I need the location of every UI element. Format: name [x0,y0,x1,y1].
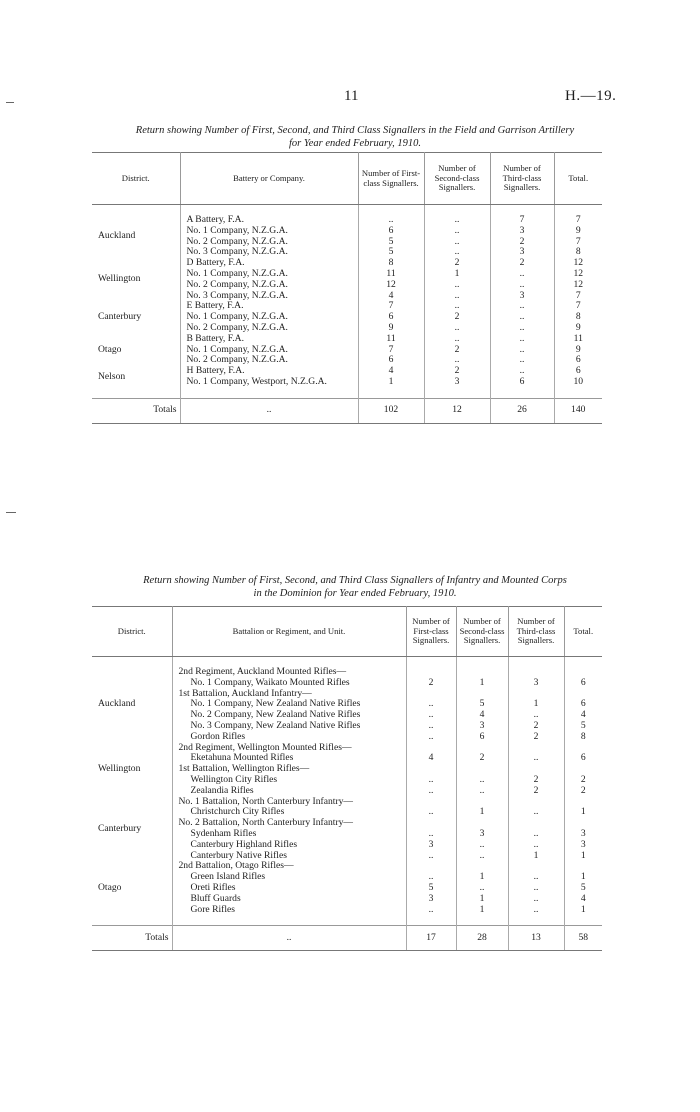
totals-unit: .. [180,398,358,423]
first-value-cell: 2 [406,678,456,689]
second-value-cell [456,797,508,808]
table-row [92,334,602,345]
second-value-cell [456,743,508,754]
second-value-cell [456,818,508,829]
third-value-cell: 1 [508,699,564,710]
spacer-cell [490,205,554,216]
third-value-cell [508,861,564,872]
second-value-cell [456,689,508,700]
second-value-cell: .. [424,301,490,312]
third-value-cell: .. [490,345,554,356]
first-value-cell: 6 [358,226,424,237]
third-value-cell: 2 [508,732,564,743]
third-value-cell: 3 [490,226,554,237]
second-value-cell: 2 [424,312,490,323]
second-value-cell: 6 [456,732,508,743]
unit-cell: Oreti Rifles [172,883,406,894]
first-value-cell: 5 [358,247,424,258]
col-district: District. [92,153,180,205]
unit-heading-cell: 2nd Battalion, Otago Rifles— [172,861,406,872]
totals-row [92,926,602,951]
spacer-cell [180,388,358,399]
col-battery: Battery or Company. [180,153,358,205]
total-value-cell: 3 [580,828,586,839]
third-value-cell: .. [508,883,564,894]
total-value-cell: 6 [575,366,581,377]
second-value-cell: 2 [456,753,508,764]
total-value-cell: 9 [575,225,581,236]
table1-header-row [92,153,602,205]
spacer-cell [564,657,602,668]
unit-cell: B Battery, F.A. [180,334,358,345]
third-value-cell: .. [508,829,564,840]
second-value-cell: .. [424,280,490,291]
total-value-cell: 7 [575,290,581,301]
spacer-cell [92,657,172,668]
unit-cell: H Battery, F.A. [180,366,358,377]
totals-grand-total: 58 [564,926,602,951]
unit-heading-cell: No. 2 Battalion, North Canterbury Infantry— [172,818,406,829]
third-value-cell [508,689,564,700]
table2-caption [90,574,620,600]
third-value-cell [508,743,564,754]
unit-cell: No. 3 Company, N.Z.G.A. [180,291,358,302]
first-value-cell: 1 [358,377,424,388]
first-value-cell: .. [406,786,456,797]
first-value-cell [406,818,456,829]
unit-cell: No. 1 Company, N.Z.G.A. [180,269,358,280]
col-second-class: Number of Second-class Signallers. [456,607,508,657]
spacer-cell [490,388,554,399]
second-value-cell: .. [424,247,490,258]
table-row [92,743,602,754]
third-value-cell: .. [490,301,554,312]
total-value-cell: 12 [573,279,584,290]
third-value-cell: 2 [490,237,554,248]
col-total: Total. [564,607,602,657]
unit-cell: E Battery, F.A. [180,301,358,312]
total-value-cell [564,861,602,872]
spacer-cell [358,205,424,216]
spacer-cell [456,657,508,668]
table-row [92,366,602,377]
second-value-cell: 3 [456,829,508,840]
third-value-cell: .. [508,753,564,764]
total-value-cell: 6 [580,699,586,710]
totals-third-class: 13 [508,926,564,951]
first-value-cell: .. [358,215,424,226]
unit-cell: No. 1 Company, Westport, N.Z.G.A. [180,377,358,388]
second-value-cell: .. [424,215,490,226]
second-value-cell: 3 [456,721,508,732]
second-value-cell: 1 [424,269,490,280]
document-reference: H.—19. [565,88,617,104]
third-value-cell: 2 [508,786,564,797]
first-value-cell: 3 [406,894,456,905]
third-value-cell: .. [490,323,554,334]
second-value-cell: 2 [424,366,490,377]
total-value-cell: 3 [580,839,586,850]
total-value-cell: 8 [575,247,581,258]
third-value-cell: 2 [508,775,564,786]
total-value-cell: 6 [580,677,586,688]
table-row [92,667,602,678]
first-value-cell [406,743,456,754]
second-value-cell: 2 [424,258,490,269]
col-unit: Battalion or Regiment, and Unit. [172,607,406,657]
first-value-cell: 4 [406,753,456,764]
third-value-cell: 1 [508,851,564,862]
total-value-cell: 8 [575,312,581,323]
total-value-cell: 7 [575,236,581,247]
first-value-cell: 6 [358,312,424,323]
table-row [92,215,602,226]
second-value-cell: .. [424,355,490,366]
unit-heading-cell: 1st Battalion, Wellington Rifles— [172,764,406,775]
second-value-cell: .. [456,775,508,786]
third-value-cell [508,764,564,775]
unit-cell: Gordon Rifles [172,732,406,743]
third-value-cell: .. [490,280,554,291]
first-value-cell [406,861,456,872]
first-value-cell: 5 [358,237,424,248]
scan-mark [6,512,16,513]
district-cell: Nelson [92,366,180,388]
unit-cell: No. 2 Company, New Zealand Native Rifles [172,710,406,721]
totals-second-class: 28 [456,926,508,951]
total-value-cell [564,689,602,700]
spacer-cell [92,205,180,216]
table-row [92,861,602,872]
third-value-cell: 3 [490,247,554,258]
spacer-cell [456,915,508,926]
unit-cell: No. 3 Company, New Zealand Native Rifles [172,721,406,732]
first-value-cell: 6 [358,355,424,366]
first-value-cell: .. [406,710,456,721]
infantry-signallers-table [92,606,602,951]
unit-cell: Christchurch City Rifles [172,807,406,818]
spacer-cell [406,915,456,926]
first-value-cell: .. [406,775,456,786]
second-value-cell: 4 [456,710,508,721]
total-value-cell: 1 [580,807,586,818]
page-number: 11 [344,88,359,104]
unit-heading-cell: 2nd Regiment, Auckland Mounted Rifles— [172,667,406,678]
table-row [92,797,602,808]
third-value-cell [508,797,564,808]
total-value-cell: 1 [580,850,586,861]
third-value-cell [508,667,564,678]
second-value-cell: 1 [456,872,508,883]
spacer-cell [172,657,406,668]
second-value-cell: .. [424,334,490,345]
third-value-cell: 3 [508,678,564,689]
totals-first-class: 17 [406,926,456,951]
second-value-cell: .. [456,840,508,851]
spacer-cell [172,915,406,926]
table1-caption-line2: for Year ended February, 1910. [288,138,422,149]
total-value-cell: 1 [580,872,586,883]
district-cell: Auckland [92,215,180,258]
totals-second-class: 12 [424,398,490,423]
total-value-cell: 7 [575,301,581,312]
first-value-cell: 11 [358,269,424,280]
totals-label: Totals [92,926,172,951]
first-value-cell [406,797,456,808]
unit-cell: Sydenham Rifles [172,829,406,840]
total-value-cell: 10 [573,376,584,387]
total-value-cell: 7 [575,215,581,225]
totals-grand-total: 140 [554,398,602,423]
spacer-cell [424,388,490,399]
unit-cell: No. 1 Company, N.Z.G.A. [180,226,358,237]
first-value-cell: .. [406,732,456,743]
second-value-cell: .. [424,237,490,248]
unit-heading-cell: 1st Battalion, Auckland Infantry— [172,689,406,700]
total-value-cell: 8 [580,731,586,742]
second-value-cell: 1 [456,905,508,916]
unit-cell: No. 3 Company, N.Z.G.A. [180,247,358,258]
spacer-row [92,915,602,926]
total-value-cell: 11 [573,333,583,344]
first-value-cell: 7 [358,345,424,356]
second-value-cell: .. [456,883,508,894]
unit-cell: No. 2 Company, N.Z.G.A. [180,237,358,248]
unit-cell: No. 2 Company, N.Z.G.A. [180,323,358,334]
third-value-cell: .. [508,894,564,905]
first-value-cell: 8 [358,258,424,269]
unit-cell: A Battery, F.A. [180,215,358,226]
first-value-cell: .. [406,851,456,862]
table-row [92,301,602,312]
unit-cell: No. 1 Company, N.Z.G.A. [180,312,358,323]
total-value-cell: 12 [573,268,584,279]
third-value-cell: .. [508,872,564,883]
third-value-cell: .. [490,312,554,323]
third-value-cell: .. [490,366,554,377]
unit-cell: Canterbury Native Rifles [172,851,406,862]
first-value-cell: 4 [358,291,424,302]
col-third-class: Number of Third-class Signallers. [508,607,564,657]
table-row [92,258,602,269]
spacer-cell [424,205,490,216]
total-value-cell: 6 [580,753,586,764]
total-value-cell [564,797,602,808]
third-value-cell: 7 [490,215,554,226]
district-cell: Wellington [92,258,180,301]
spacer-cell [180,205,358,216]
third-value-cell: .. [508,905,564,916]
spacer-cell [406,657,456,668]
unit-cell: Green Island Rifles [172,872,406,883]
totals-third-class: 26 [490,398,554,423]
first-value-cell: 12 [358,280,424,291]
totals-first-class: 102 [358,398,424,423]
second-value-cell: .. [424,323,490,334]
first-value-cell: .. [406,807,456,818]
unit-cell: No. 2 Company, N.Z.G.A. [180,280,358,291]
third-value-cell: .. [490,355,554,366]
first-value-cell: 4 [358,366,424,377]
unit-cell: No. 1 Company, N.Z.G.A. [180,345,358,356]
total-value-cell: 9 [575,344,581,355]
unit-cell: Eketahuna Mounted Rifles [172,753,406,764]
total-value-cell: 4 [580,710,586,721]
district-cell: Auckland [92,667,172,743]
first-value-cell: .. [406,829,456,840]
scan-mark [6,102,14,103]
second-value-cell [456,764,508,775]
first-value-cell [406,764,456,775]
col-total: Total. [554,153,602,205]
totals-row [92,398,602,423]
table1-caption [90,124,620,150]
first-value-cell: .. [406,905,456,916]
third-value-cell: .. [508,840,564,851]
artillery-signallers-table [92,152,602,424]
spacer-cell [554,388,602,399]
unit-cell: No. 1 Company, Waikato Mounted Rifles [172,678,406,689]
second-value-cell: .. [424,291,490,302]
first-value-cell: .. [406,872,456,883]
unit-cell: No. 2 Company, N.Z.G.A. [180,355,358,366]
col-first-class: Number of First-class Signallers. [358,153,424,205]
spacer-cell [564,915,602,926]
first-value-cell: 7 [358,301,424,312]
totals-unit: .. [172,926,406,951]
second-value-cell [456,667,508,678]
second-value-cell: 1 [456,894,508,905]
unit-cell: D Battery, F.A. [180,258,358,269]
total-value-cell [564,743,602,754]
unit-cell: Gore Rifles [172,905,406,916]
third-value-cell: 3 [490,291,554,302]
first-value-cell [406,667,456,678]
spacer-row [92,388,602,399]
district-cell: Canterbury [92,301,180,333]
table2-caption-line2: in the Dominion for Year ended February, 1910. [253,588,457,599]
unit-cell: Canterbury Highland Rifles [172,840,406,851]
total-value-cell: 2 [580,774,586,785]
first-value-cell: .. [406,699,456,710]
first-value-cell: .. [406,721,456,732]
second-value-cell: .. [456,786,508,797]
third-value-cell: .. [490,334,554,345]
total-value-cell [564,667,602,678]
first-value-cell: 11 [358,334,424,345]
district-cell: Otago [92,334,180,366]
col-district: District. [92,607,172,657]
col-third-class: Number of Third-class Signallers. [490,153,554,205]
district-cell: Wellington [92,743,172,797]
unit-heading-cell: No. 1 Battalion, North Canterbury Infantry— [172,797,406,808]
third-value-cell: .. [508,710,564,721]
spacer-row [92,205,602,216]
total-value-cell [564,818,602,829]
first-value-cell [406,689,456,700]
total-value-cell: 5 [580,882,586,893]
second-value-cell: 5 [456,699,508,710]
district-cell: Canterbury [92,797,172,862]
total-value-cell: 4 [580,893,586,904]
first-value-cell: 9 [358,323,424,334]
third-value-cell: .. [508,807,564,818]
total-value-cell: 2 [580,785,586,796]
unit-cell: Wellington City Rifles [172,775,406,786]
second-value-cell: 1 [456,678,508,689]
unit-cell: Bluff Guards [172,894,406,905]
spacer-cell [92,388,180,399]
third-value-cell: 2 [490,258,554,269]
first-value-cell: 5 [406,883,456,894]
col-second-class: Number of Second-class Signallers. [424,153,490,205]
total-value-cell: 1 [580,904,586,915]
second-value-cell [456,861,508,872]
total-value-cell: 5 [580,720,586,731]
table2-caption-line1: Return showing Number of First, Second, and Third Class Signallers of Infantry and Mounted Corps [143,575,567,586]
unit-heading-cell: 2nd Regiment, Wellington Mounted Rifles— [172,743,406,754]
third-value-cell [508,818,564,829]
unit-cell: Zealandia Rifles [172,786,406,797]
unit-cell: No. 1 Company, New Zealand Native Rifles [172,699,406,710]
spacer-cell [554,205,602,216]
total-value-cell [564,764,602,775]
second-value-cell: .. [424,226,490,237]
second-value-cell: 1 [456,807,508,818]
spacer-cell [92,915,172,926]
district-cell: Otago [92,861,172,915]
third-value-cell: 2 [508,721,564,732]
first-value-cell: 3 [406,840,456,851]
third-value-cell: .. [490,269,554,280]
spacer-cell [508,915,564,926]
spacer-row [92,657,602,668]
totals-label: Totals [92,398,180,423]
table1-caption-line1: Return showing Number of First, Second, and Third Class Signallers in the Field and Garrison Artillery [135,125,575,136]
table2-header-row [92,607,602,657]
spacer-cell [508,657,564,668]
spacer-cell [358,388,424,399]
second-value-cell: 2 [424,345,490,356]
second-value-cell: 3 [424,377,490,388]
total-value-cell: 6 [575,355,581,366]
third-value-cell: 6 [490,377,554,388]
total-value-cell: 12 [573,258,584,269]
total-value-cell: 9 [575,322,581,333]
col-first-class: Number of First-class Signallers. [406,607,456,657]
second-value-cell: .. [456,851,508,862]
